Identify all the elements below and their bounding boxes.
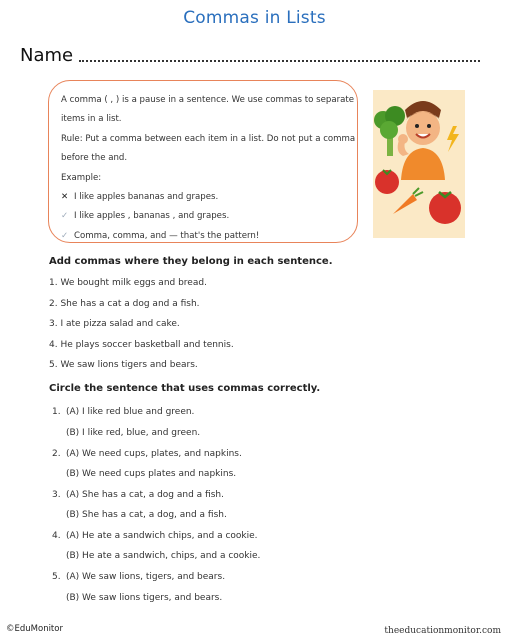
question-number: 3. — [52, 490, 61, 500]
name-label: Name — [20, 45, 74, 66]
rule-box — [48, 80, 358, 243]
option-b[interactable]: (B) We need cups plates and napkins. — [66, 469, 237, 479]
copyright-text: ©EduMonitor — [6, 624, 63, 634]
sentence-item: 1. We bought milk eggs and bread. — [49, 278, 207, 288]
boy-with-vegetables-illustration — [373, 90, 465, 238]
question-number: 1. — [52, 407, 61, 417]
question-number: 4. — [52, 531, 61, 541]
sentence-item: 5. We saw lions tigers and bears. — [49, 360, 198, 370]
rule-text-line: A comma ( , ) is a pause in a sentence. We use commas to separate — [61, 95, 355, 105]
cross-mark-icon: ✕ — [61, 192, 69, 203]
example-wrong-text: I like apples bananas and grapes. — [74, 192, 219, 203]
option-b[interactable]: (B) He ate a sandwich, chips, and a cookie. — [66, 551, 261, 561]
sentence-item: 2. She has a cat a dog and a fish. — [49, 299, 200, 309]
example-label: Example: — [61, 172, 102, 183]
rule-text-line: items in a list. — [61, 114, 122, 125]
example-wrong — [61, 188, 345, 207]
example-right-text: I like apples , bananas , and grapes. — [74, 211, 230, 222]
pattern-note — [61, 227, 345, 246]
option-a[interactable]: (A) He ate a sandwich chips, and a cookie. — [66, 531, 258, 541]
option-a[interactable]: (A) We saw lions, tigers, and bears. — [66, 572, 226, 582]
question-number: 2. — [52, 449, 61, 459]
check-mark-icon: ✓ — [61, 211, 69, 222]
option-a[interactable]: (A) We need cups, plates, and napkins. — [66, 449, 242, 459]
pattern-note-text: Comma, comma, and — that's the pattern! — [74, 230, 260, 241]
site-url[interactable]: theeducationmonitor.com — [384, 626, 501, 636]
page-title: Commas in Lists — [183, 8, 326, 28]
sentence-item: 3. I ate pizza salad and cake. — [49, 319, 180, 329]
boy-with-vegetables-icon — [373, 90, 465, 238]
option-a[interactable]: (A) I like red blue and green. — [66, 407, 195, 417]
question-number: 5. — [52, 572, 61, 582]
section1-heading: Add commas where they belong in each sentence. — [49, 256, 333, 267]
option-b[interactable]: (B) We saw lions tigers, and bears. — [66, 593, 223, 603]
option-b[interactable]: (B) She has a cat, a dog, and a fish. — [66, 510, 227, 520]
option-a[interactable]: (A) She has a cat, a dog and a fish. — [66, 490, 224, 500]
name-write-line[interactable] — [79, 60, 480, 62]
rule-text-line: before the and. — [61, 153, 128, 164]
rule-text-line: Rule: Put a comma between each item in a list. Do not put a comma — [61, 133, 356, 144]
name-field[interactable] — [20, 42, 480, 66]
option-b[interactable]: (B) I like red, blue, and green. — [66, 428, 201, 438]
section2-heading: Circle the sentence that uses commas correctly. — [49, 383, 321, 394]
check-mark-icon: ✓ — [61, 230, 69, 241]
example-right — [61, 207, 345, 226]
sentence-item: 4. He plays soccer basketball and tennis. — [49, 340, 234, 350]
